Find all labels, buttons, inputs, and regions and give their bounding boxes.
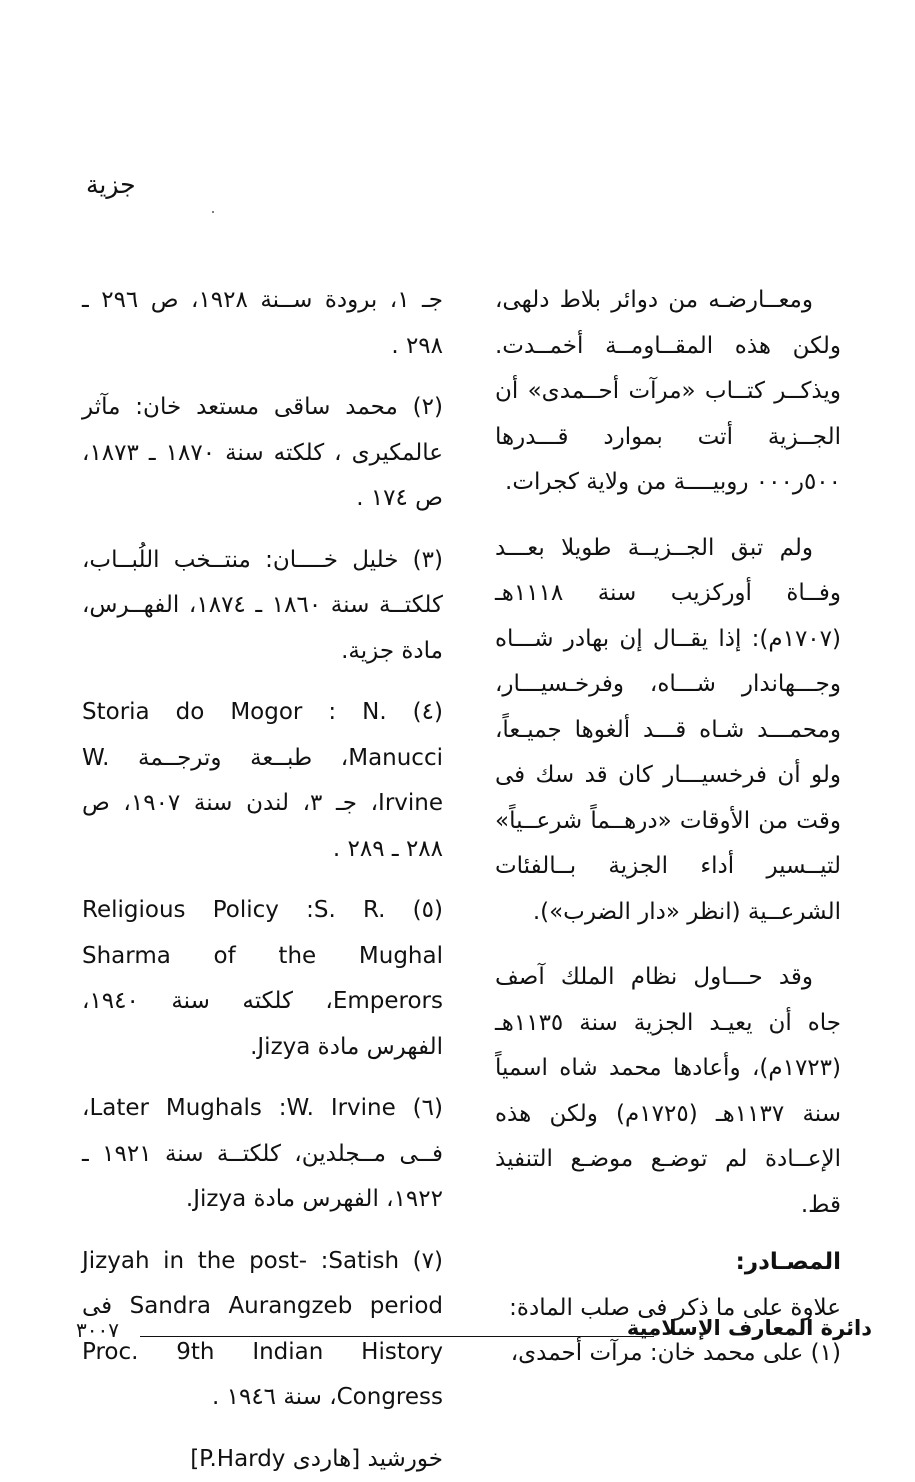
source-entry-4: (٤) Storia do Mogor : N. Manucci، طبــعة وترجــمة W. Irvine، جـ ٣، لندن سنة ١٩٠٧، ص ٢٨٨ ـ ٢٨٩ .	[82, 690, 443, 872]
source-entry-5: (٥) Religious Policy :S. R. Sharma of the Mughal Emperors، کلکته سنة ١٩٤٠، الفهرس مادة Jizya.	[82, 888, 443, 1070]
source-entry-7: (٧) Jizyah in the post- :Satish Sandra Aurangzeb period فی Proc. 9th Indian History Congress، سنة ١٩٤٦ .	[82, 1239, 443, 1421]
source-entry-1-continued: جـ ١، برودة ســنة ١٩٢٨، ص ٢٩٦ ـ ٢٩٨ .	[82, 278, 443, 369]
footer-title: دائرة المعارف الإسلامیة	[627, 1316, 872, 1340]
page-number: ٣٠٠٧	[76, 1318, 119, 1342]
source-entry-3: (٣) خلیل خــــان: منتــخب اللُبــاب، کلکتــة سنة ١٨٦٠ ـ ١٨٧٤، الفهــرس، مادة جزیة.	[82, 538, 443, 675]
sources-intro: علاوة علی ما ذکر فی صلب المادة:	[495, 1286, 841, 1332]
source-entry-2: (٢) محمد ساقی مستعد خان: مآثر عالمکیری ، کلکته سنة ١٨٧٠ ـ ١٨٧٣، ص ١٧٤ .	[82, 385, 443, 522]
left-column	[82, 278, 443, 1482]
footer-rule	[140, 1336, 654, 1337]
body-paragraph: ولم تبق الجــزیــة طویلا بعـــد وفــاة أورکزیب سنة ١١١٨هـ (١٧٠٧م): إذا یقــال إن بهادر شـــاه وجـــهاندار شـــاه، وفرخـسیـــار، ومحمـــد شـاه قـــد ألغوها جمیـعاً، ولو أن فرخسیـــار کان قد سك فی وقت من الأوقات «درهــماً شرعــیاً» لتیــسیر أداء الجزیة بــالفئات الشرعــیة (انظر «دار الضرب»).	[495, 526, 841, 936]
body-paragraph: ومعــارضـه من دوائر بلاط دلهی، ولکن هذه المقــاومــة أخمــدت. ویذکــر کتــاب «مرآت أحــمدی» أن الجــزیة أتت بموارد قـــدرها ٥٠٠ر٠٠٠ روبیــــة من ولایة کجرات.	[495, 278, 841, 506]
source-entry-1: (١) علی محمد خان: مرآت أحمدی،	[495, 1331, 841, 1377]
running-title: جزية	[86, 170, 136, 199]
right-column	[495, 278, 841, 1377]
sources-heading: المصـادر:	[495, 1240, 841, 1286]
body-paragraph: وقد حـــاول نظام الملك آصف جاه أن یعیـد الجزیة سنة ١١٣٥هـ (١٧٢٣م)، وأعادها محمد شاه اسمیاً سنة ١١٣٧هـ (١٧٢٥م) ولکن هذه الإعــادة لم توضـع موضـع التنفیذ قط.	[495, 955, 841, 1228]
author-signature: خورشید [هاردی P.Hardy]	[82, 1437, 443, 1482]
header-dot	[212, 211, 214, 213]
source-entry-6: (٦) Later Mughals :W. Irvine، فــی مــجلدین، کلکتــة سنة ١٩٢١ ـ ١٩٢٢، الفهرس مادة Jizya.	[82, 1086, 443, 1223]
page-footer	[76, 1316, 872, 1350]
